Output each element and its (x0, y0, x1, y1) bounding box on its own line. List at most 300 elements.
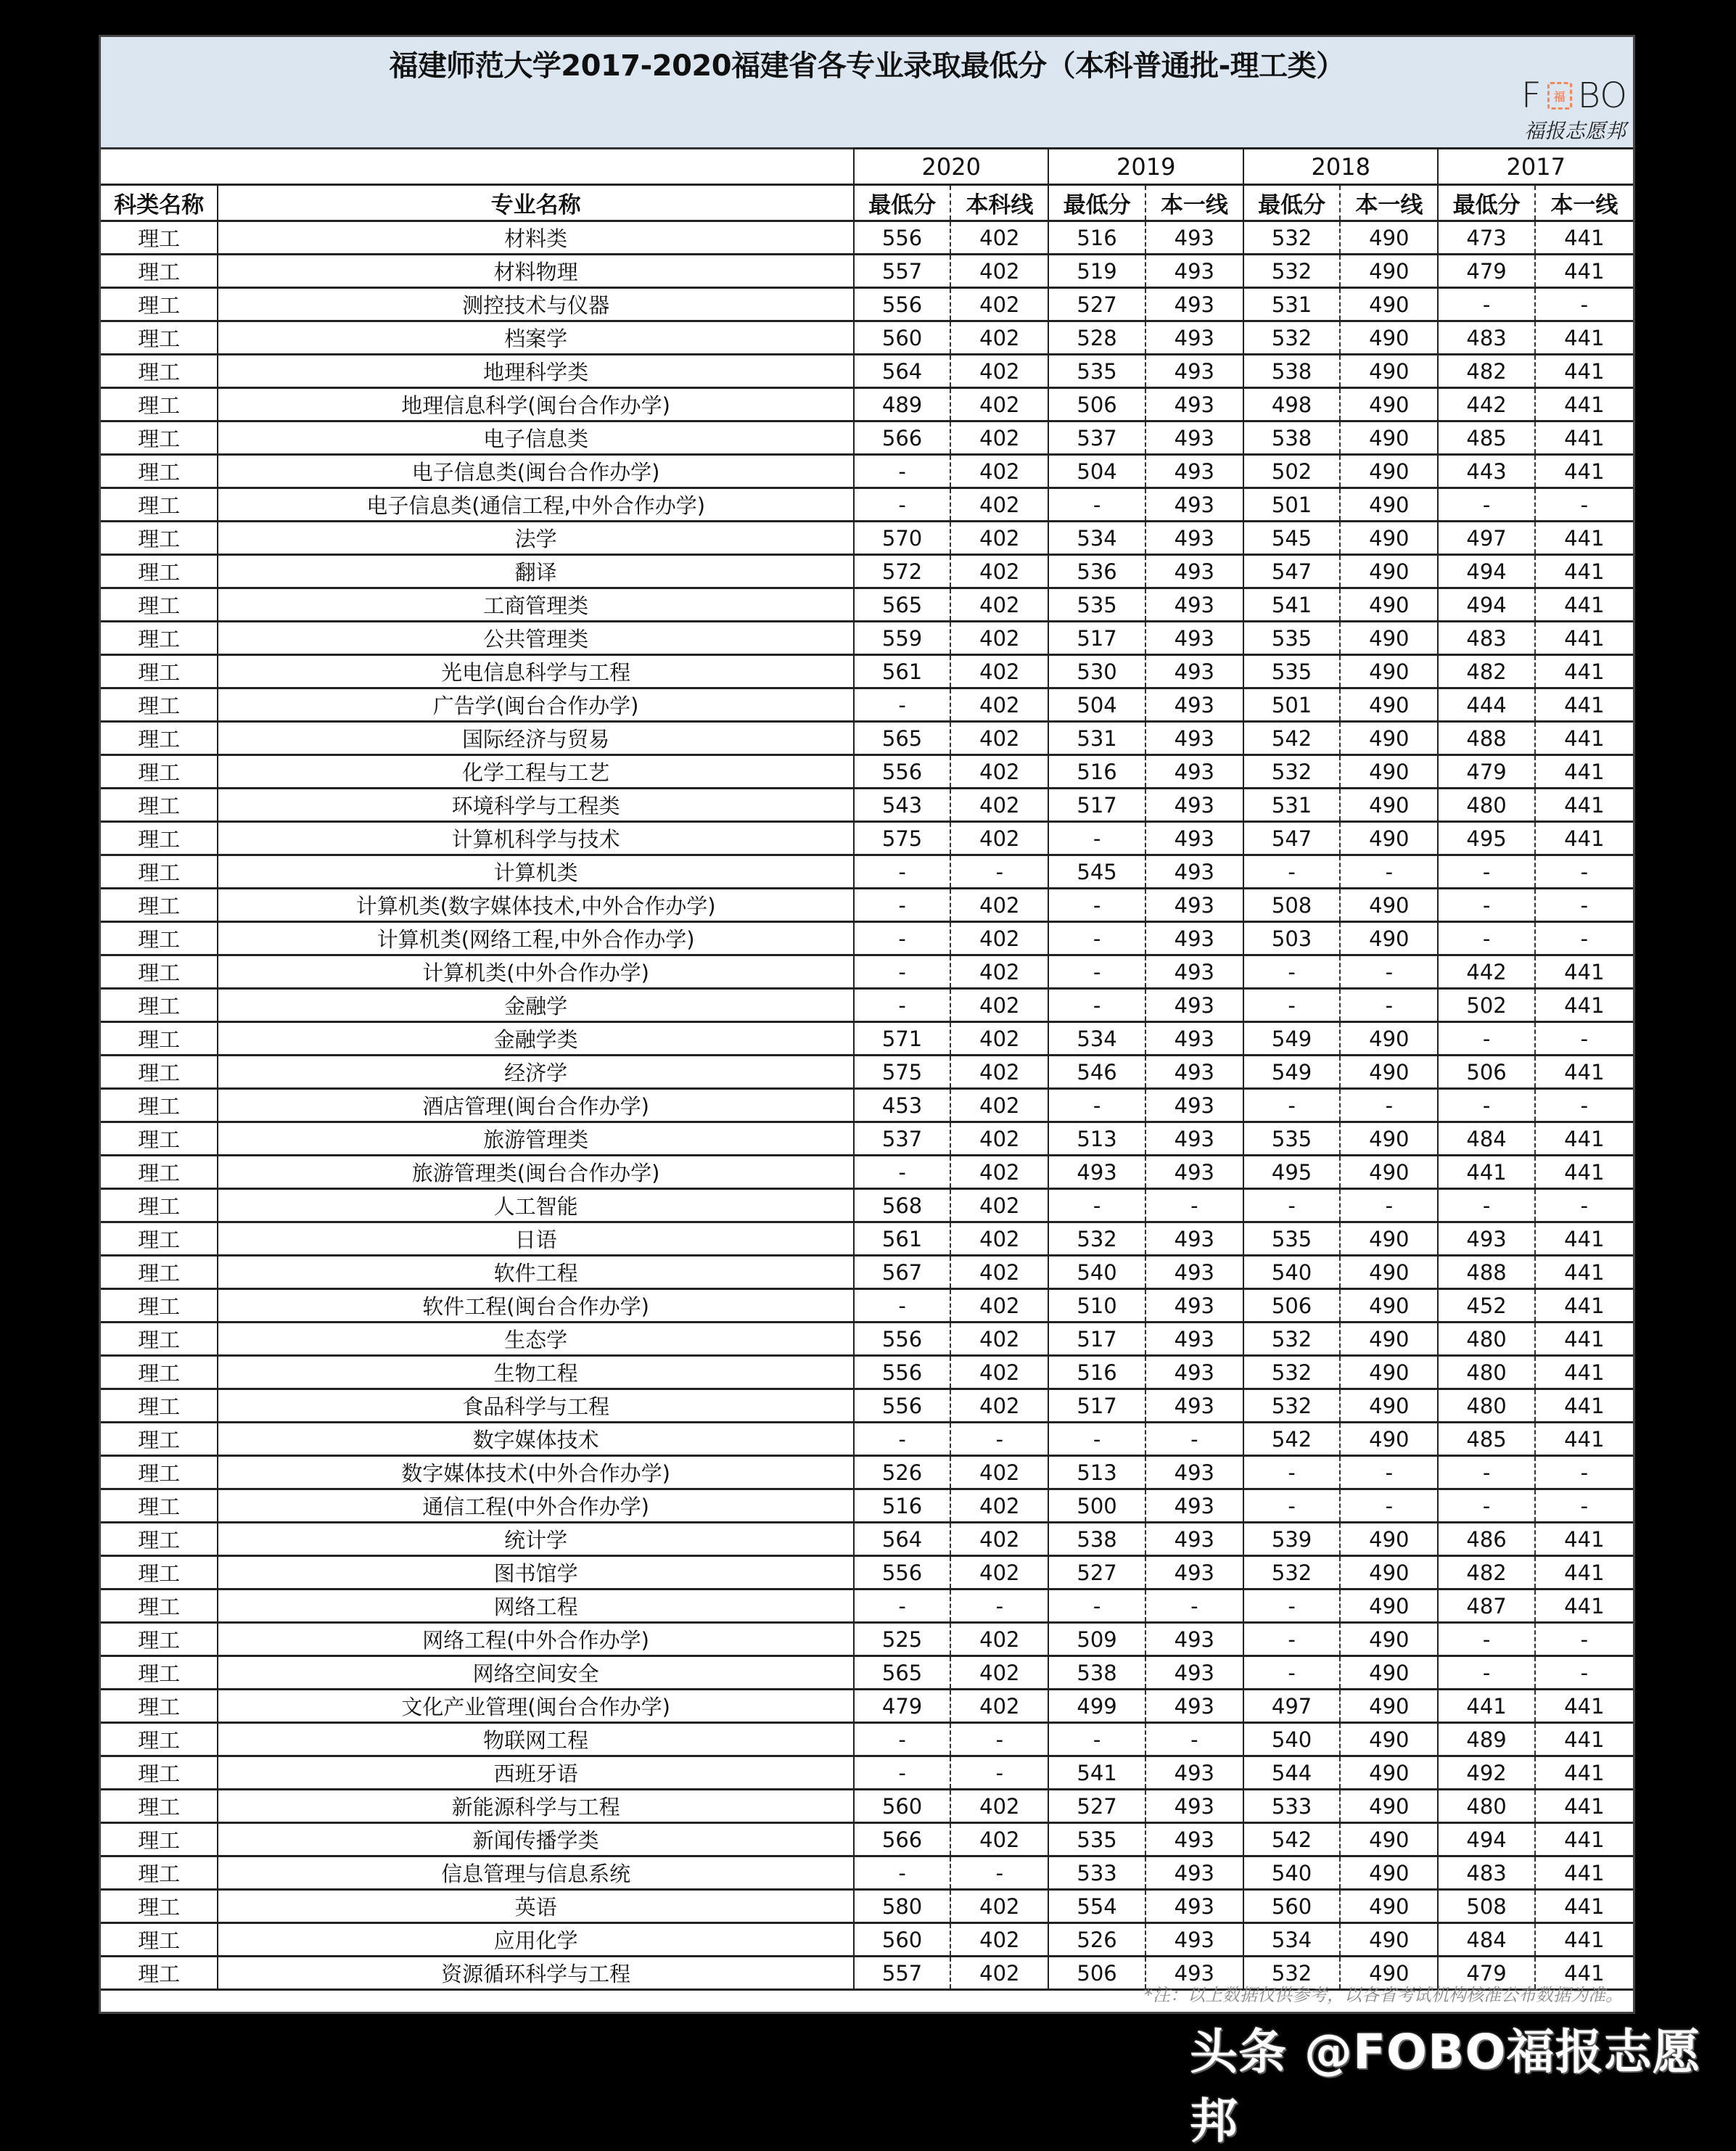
cell-2020-line: 402 (950, 789, 1048, 822)
cell-category: 理工 (101, 255, 218, 288)
cell-2018-line: 490 (1340, 1389, 1438, 1423)
cell-category: 理工 (101, 1923, 218, 1957)
cell-2018-line: - (1340, 1456, 1438, 1489)
cell-2019-min: 526 (1048, 1923, 1145, 1957)
cell-category: 理工 (101, 1623, 218, 1656)
cell-2018-line: 490 (1340, 355, 1438, 388)
cell-2019-min: - (1048, 989, 1145, 1022)
cell-2019-line: 493 (1145, 421, 1243, 455)
cell-2018-line: 490 (1340, 1056, 1438, 1089)
cell-2018-line: 490 (1340, 1589, 1438, 1623)
header-category: 科类名称 (101, 185, 218, 221)
cell-2019-line: 493 (1145, 822, 1243, 855)
cell-2017-min: 444 (1438, 688, 1534, 722)
cell-2020-line: - (950, 855, 1048, 889)
cell-2020-line: 402 (950, 221, 1048, 255)
cell-2020-min: 570 (854, 522, 950, 555)
cell-2019-min: 538 (1048, 1523, 1145, 1556)
cell-2019-line: 493 (1145, 1523, 1243, 1556)
cell-category: 理工 (101, 755, 218, 789)
cell-2019-line: 493 (1145, 1022, 1243, 1056)
cell-2017-min: 480 (1438, 1790, 1534, 1823)
cell-major-name: 金融学 (218, 989, 854, 1022)
cell-major-name: 材料物理 (218, 255, 854, 288)
cell-2017-min: 479 (1438, 755, 1534, 789)
cell-major-name: 数字媒体技术(中外合作办学) (218, 1456, 854, 1489)
cell-2019-min: 517 (1048, 1389, 1145, 1423)
cell-2018-min: 508 (1243, 889, 1340, 922)
table-row (101, 1456, 1633, 1489)
cell-2018-line: 490 (1340, 1856, 1438, 1890)
cell-2020-line: 402 (950, 321, 1048, 355)
cell-major-name: 广告学(闽台合作办学) (218, 688, 854, 722)
cell-2019-line: 493 (1145, 221, 1243, 255)
cell-major-name: 工商管理类 (218, 588, 854, 622)
cell-2018-line: - (1340, 855, 1438, 889)
cell-2019-min: 519 (1048, 255, 1145, 288)
cell-2019-line: 493 (1145, 1389, 1243, 1423)
cell-2019-line: 493 (1145, 1222, 1243, 1256)
cell-2018-line: 490 (1340, 822, 1438, 855)
cell-2020-min: 556 (854, 288, 950, 321)
cell-2018-min: - (1243, 855, 1340, 889)
cell-category: 理工 (101, 1656, 218, 1690)
cell-2020-min: - (854, 455, 950, 488)
admission-score-table (101, 147, 1633, 1991)
cell-2019-min: 510 (1048, 1289, 1145, 1323)
cell-2018-min: 540 (1243, 1723, 1340, 1756)
table-row (101, 1323, 1633, 1356)
cell-2018-min: 538 (1243, 355, 1340, 388)
table-row (101, 1022, 1633, 1056)
cell-2017-min: 442 (1438, 388, 1534, 421)
cell-2020-min: - (854, 1289, 950, 1323)
cell-category: 理工 (101, 555, 218, 588)
watermark: 头条 @FOBO福报志愿邦 (1190, 2024, 1701, 2149)
cell-category: 理工 (101, 1589, 218, 1623)
cell-2020-min: 557 (854, 255, 950, 288)
cell-2019-min: - (1048, 1089, 1145, 1122)
cell-2020-line: 402 (950, 588, 1048, 622)
cell-category: 理工 (101, 1222, 218, 1256)
cell-2019-min: - (1048, 922, 1145, 955)
cell-2020-line: 402 (950, 522, 1048, 555)
cell-2019-line: 493 (1145, 1256, 1243, 1289)
cell-2017-min: 482 (1438, 355, 1534, 388)
cell-2019-line: 493 (1145, 388, 1243, 421)
cell-major-name: 公共管理类 (218, 622, 854, 655)
cell-category: 理工 (101, 588, 218, 622)
cell-2017-min: 494 (1438, 1823, 1534, 1856)
cell-2017-line: 441 (1535, 1289, 1633, 1323)
cell-2018-min: - (1243, 1089, 1340, 1122)
cell-2017-line: 441 (1535, 1823, 1633, 1856)
table-row (101, 221, 1633, 255)
cell-major-name: 地理科学类 (218, 355, 854, 388)
cell-2020-min: 568 (854, 1189, 950, 1222)
cell-2018-line: 490 (1340, 221, 1438, 255)
table-row (101, 455, 1633, 488)
cell-2020-line: 402 (950, 355, 1048, 388)
cell-2017-min: 497 (1438, 522, 1534, 555)
cell-2020-line: 402 (950, 1256, 1048, 1289)
table-row (101, 955, 1633, 989)
cell-2020-min: 575 (854, 1056, 950, 1089)
cell-2017-min: 485 (1438, 1423, 1534, 1456)
cell-major-name: 数字媒体技术 (218, 1423, 854, 1456)
cell-2017-min: - (1438, 1089, 1534, 1122)
cell-major-name: 生物工程 (218, 1356, 854, 1389)
cell-2017-line: 441 (1535, 522, 1633, 555)
cell-major-name: 旅游管理类 (218, 1122, 854, 1156)
cell-2017-min: 482 (1438, 1556, 1534, 1589)
cell-2017-line: - (1535, 488, 1633, 522)
cell-2019-line: 493 (1145, 288, 1243, 321)
fobo-badge-icon: 福 (1547, 82, 1572, 110)
cell-2019-min: 535 (1048, 588, 1145, 622)
cell-major-name: 化学工程与工艺 (218, 755, 854, 789)
table-row (101, 1256, 1633, 1289)
cell-2019-line: 493 (1145, 955, 1243, 989)
cell-major-name: 网络工程(中外合作办学) (218, 1623, 854, 1656)
cell-2020-min: 556 (854, 1323, 950, 1356)
cell-2019-line: 493 (1145, 1289, 1243, 1323)
table-row (101, 1823, 1633, 1856)
cell-2019-line: 493 (1145, 1790, 1243, 1823)
table-row (101, 588, 1633, 622)
table-row (101, 789, 1633, 822)
cell-2018-line: 490 (1340, 1022, 1438, 1056)
cell-2017-line: - (1535, 1623, 1633, 1656)
cell-2018-line: - (1340, 989, 1438, 1022)
cell-2020-line: 402 (950, 1122, 1048, 1156)
cell-2020-min: - (854, 1589, 950, 1623)
cell-major-name: 计算机类(网络工程,中外合作办学) (218, 922, 854, 955)
cell-2019-line: 493 (1145, 1056, 1243, 1089)
cell-2017-line: 441 (1535, 1890, 1633, 1923)
cell-2020-min: 564 (854, 1523, 950, 1556)
cell-2018-min: 534 (1243, 1923, 1340, 1957)
cell-major-name: 新能源科学与工程 (218, 1790, 854, 1823)
cell-2018-line: 490 (1340, 255, 1438, 288)
year-row-blank (101, 149, 854, 185)
cell-2017-min: - (1438, 1489, 1534, 1523)
cell-2018-line: 490 (1340, 388, 1438, 421)
cell-2018-line: 490 (1340, 1423, 1438, 1456)
cell-major-name: 电子信息类 (218, 421, 854, 455)
cell-2020-line: 402 (950, 1356, 1048, 1389)
cell-2019-line: 493 (1145, 1556, 1243, 1589)
cell-2018-min: 540 (1243, 1856, 1340, 1890)
cell-2019-min: 528 (1048, 321, 1145, 355)
cell-2019-min: 517 (1048, 622, 1145, 655)
cell-2018-min: 532 (1243, 1356, 1340, 1389)
cell-2019-line: 493 (1145, 622, 1243, 655)
cell-2018-line: 490 (1340, 1289, 1438, 1323)
cell-2017-line: - (1535, 1022, 1633, 1056)
cell-2017-line: 441 (1535, 1690, 1633, 1723)
cell-2019-line: 493 (1145, 555, 1243, 588)
cell-major-name: 电子信息类(通信工程,中外合作办学) (218, 488, 854, 522)
cell-2020-line: 402 (950, 555, 1048, 588)
cell-category: 理工 (101, 1823, 218, 1856)
table-row (101, 1189, 1633, 1222)
cell-2019-line: 493 (1145, 1823, 1243, 1856)
cell-category: 理工 (101, 421, 218, 455)
cell-2017-min: 508 (1438, 1890, 1534, 1923)
cell-2019-min: 527 (1048, 288, 1145, 321)
table-row (101, 1923, 1633, 1957)
cell-category: 理工 (101, 355, 218, 388)
cell-2018-min: - (1243, 955, 1340, 989)
cell-major-name: 文化产业管理(闽台合作办学) (218, 1690, 854, 1723)
cell-2019-min: 538 (1048, 1656, 1145, 1690)
table-row (101, 1056, 1633, 1089)
cell-2020-min: 566 (854, 1823, 950, 1856)
cell-2017-line: 441 (1535, 1423, 1633, 1456)
cell-2018-min: 495 (1243, 1156, 1340, 1189)
cell-major-name: 档案学 (218, 321, 854, 355)
cell-2017-line: - (1535, 1456, 1633, 1489)
cell-2018-min: 542 (1243, 722, 1340, 755)
cell-2018-min: 535 (1243, 1222, 1340, 1256)
cell-2019-min: 500 (1048, 1489, 1145, 1523)
cell-2019-line: 493 (1145, 1089, 1243, 1122)
cell-2017-line: - (1535, 288, 1633, 321)
table-row (101, 1489, 1633, 1523)
cell-2018-min: 532 (1243, 1957, 1340, 1990)
cell-major-name: 通信工程(中外合作办学) (218, 1489, 854, 1523)
cell-2019-min: 537 (1048, 421, 1145, 455)
cell-2020-min: 557 (854, 1957, 950, 1990)
cell-2020-line: 402 (950, 889, 1048, 922)
cell-2017-line: 441 (1535, 1856, 1633, 1890)
cell-2020-line: 402 (950, 1957, 1048, 1990)
cell-2018-line: 490 (1340, 588, 1438, 622)
cell-category: 理工 (101, 1523, 218, 1556)
cell-major-name: 测控技术与仪器 (218, 288, 854, 321)
cell-2017-line: - (1535, 1089, 1633, 1122)
cell-2020-min: - (854, 1856, 950, 1890)
header-2020-min: 最低分 (854, 185, 950, 221)
cell-2018-line: 490 (1340, 1356, 1438, 1389)
page-title: 福建师范大学2017-2020福建省各专业录取最低分（本科普通批-理工类） (389, 49, 1345, 83)
cell-2017-min: 441 (1438, 1690, 1534, 1723)
table-row (101, 755, 1633, 789)
cell-2020-min: 560 (854, 321, 950, 355)
cell-2019-min: 509 (1048, 1623, 1145, 1656)
cell-2018-min: 535 (1243, 622, 1340, 655)
table-row (101, 1890, 1633, 1923)
table-row (101, 255, 1633, 288)
cell-2019-min: 536 (1048, 555, 1145, 588)
cell-2017-line: 441 (1535, 1222, 1633, 1256)
table-row (101, 922, 1633, 955)
cell-2017-line: 441 (1535, 722, 1633, 755)
cell-2020-line: 402 (950, 1823, 1048, 1856)
cell-category: 理工 (101, 855, 218, 889)
cell-2018-min: 531 (1243, 288, 1340, 321)
cell-major-name: 计算机类(数字媒体技术,中外合作办学) (218, 889, 854, 922)
cell-2020-line: 402 (950, 655, 1048, 688)
cell-major-name: 环境科学与工程类 (218, 789, 854, 822)
table-row (101, 655, 1633, 688)
cell-2017-line: 441 (1535, 1389, 1633, 1423)
cell-2017-min: 492 (1438, 1756, 1534, 1790)
cell-2020-min: - (854, 488, 950, 522)
cell-2019-line: 493 (1145, 1356, 1243, 1389)
cell-2019-min: 513 (1048, 1122, 1145, 1156)
cell-2017-min: 479 (1438, 1957, 1534, 1990)
cell-2020-line: 402 (950, 1222, 1048, 1256)
cell-2017-min: 480 (1438, 1323, 1534, 1356)
cell-2020-line: 402 (950, 288, 1048, 321)
cell-2020-line: 402 (950, 1456, 1048, 1489)
cell-2017-line: 441 (1535, 755, 1633, 789)
cell-2018-min: 547 (1243, 822, 1340, 855)
cell-major-name: 法学 (218, 522, 854, 555)
cell-2019-min: - (1048, 822, 1145, 855)
cell-2019-min: 535 (1048, 1823, 1145, 1856)
cell-2020-min: 543 (854, 789, 950, 822)
cell-2019-line: 493 (1145, 722, 1243, 755)
cell-major-name: 网络空间安全 (218, 1656, 854, 1690)
cell-category: 理工 (101, 1890, 218, 1923)
fobo-logo (1498, 75, 1629, 143)
cell-2018-min: 549 (1243, 1056, 1340, 1089)
cell-2020-min: 559 (854, 622, 950, 655)
cell-2018-line: 490 (1340, 1823, 1438, 1856)
cell-2020-line: 402 (950, 755, 1048, 789)
cell-2018-line: 490 (1340, 522, 1438, 555)
cell-2020-line: 402 (950, 722, 1048, 755)
cell-2018-line: 490 (1340, 555, 1438, 588)
table-row (101, 1423, 1633, 1456)
table-row (101, 1289, 1633, 1323)
table-row (101, 1122, 1633, 1156)
cell-2020-line: - (950, 1723, 1048, 1756)
cell-category: 理工 (101, 622, 218, 655)
cell-2019-line: 493 (1145, 922, 1243, 955)
cell-2017-min: 479 (1438, 255, 1534, 288)
cell-2017-min: 494 (1438, 555, 1534, 588)
cell-2017-line: - (1535, 1189, 1633, 1222)
cell-2018-line: 490 (1340, 722, 1438, 755)
cell-2018-min: - (1243, 1656, 1340, 1690)
header-2019-min: 最低分 (1048, 185, 1145, 221)
cell-2017-min: 442 (1438, 955, 1534, 989)
cell-2019-min: 506 (1048, 388, 1145, 421)
header-2019-line: 本一线 (1145, 185, 1243, 221)
cell-2017-line: - (1535, 1489, 1633, 1523)
cell-major-name: 金融学类 (218, 1022, 854, 1056)
cell-2017-min: 489 (1438, 1723, 1534, 1756)
cell-2018-line: 490 (1340, 789, 1438, 822)
cell-2019-line: 493 (1145, 1957, 1243, 1990)
cell-2018-line: 490 (1340, 455, 1438, 488)
cell-2018-min: 532 (1243, 1323, 1340, 1356)
table-row (101, 622, 1633, 655)
cell-2017-min: 480 (1438, 1356, 1534, 1389)
cell-2017-min: 483 (1438, 321, 1534, 355)
cell-2020-min: 537 (854, 1122, 950, 1156)
cell-major-name: 物联网工程 (218, 1723, 854, 1756)
cell-2019-line: 493 (1145, 655, 1243, 688)
cell-major-name: 计算机科学与技术 (218, 822, 854, 855)
cell-category: 理工 (101, 1356, 218, 1389)
cell-2017-line: 441 (1535, 555, 1633, 588)
cell-2020-line: - (950, 1756, 1048, 1790)
cell-2020-line: 402 (950, 1189, 1048, 1222)
cell-category: 理工 (101, 1957, 218, 1990)
cell-2018-line: 490 (1340, 1556, 1438, 1589)
cell-2019-min: 540 (1048, 1256, 1145, 1289)
cell-2018-line: 490 (1340, 1756, 1438, 1790)
cell-major-name: 计算机类 (218, 855, 854, 889)
cell-2020-min: 565 (854, 1656, 950, 1690)
table-row (101, 855, 1633, 889)
year-header-row (101, 149, 1633, 185)
cell-2018-line: 490 (1340, 922, 1438, 955)
cell-2020-min: 556 (854, 1556, 950, 1589)
cell-2018-min: 560 (1243, 1890, 1340, 1923)
cell-2020-min: - (854, 855, 950, 889)
cell-2017-min: 486 (1438, 1523, 1534, 1556)
cell-2019-line: 493 (1145, 789, 1243, 822)
cell-category: 理工 (101, 1489, 218, 1523)
cell-2020-line: 402 (950, 1489, 1048, 1523)
cell-2017-line: 441 (1535, 1589, 1633, 1623)
cell-2019-min: 499 (1048, 1690, 1145, 1723)
cell-2019-min: 532 (1048, 1222, 1145, 1256)
table-row (101, 421, 1633, 455)
cell-2017-line: 441 (1535, 955, 1633, 989)
cell-2017-line: 441 (1535, 421, 1633, 455)
title-banner (101, 37, 1633, 149)
cell-category: 理工 (101, 1022, 218, 1056)
cell-2017-line: 441 (1535, 1790, 1633, 1823)
cell-2019-line: 493 (1145, 522, 1243, 555)
logo-letter-f: F (1521, 75, 1542, 116)
cell-2019-min: - (1048, 1423, 1145, 1456)
cell-2020-line: 402 (950, 1389, 1048, 1423)
cell-major-name: 光电信息科学与工程 (218, 655, 854, 688)
cell-2020-line: 402 (950, 1923, 1048, 1957)
cell-2018-min: 506 (1243, 1289, 1340, 1323)
cell-2018-line: 490 (1340, 889, 1438, 922)
cell-2020-line: 402 (950, 688, 1048, 722)
table-row (101, 1523, 1633, 1556)
cell-2017-line: 441 (1535, 255, 1633, 288)
cell-2020-min: 525 (854, 1623, 950, 1656)
cell-major-name: 资源循环科学与工程 (218, 1957, 854, 1990)
cell-major-name: 电子信息类(闽台合作办学) (218, 455, 854, 488)
cell-2019-line: 493 (1145, 1690, 1243, 1723)
cell-2019-min: 535 (1048, 355, 1145, 388)
cell-2019-line: 493 (1145, 1756, 1243, 1790)
cell-2018-min: 541 (1243, 588, 1340, 622)
cell-2020-line: 402 (950, 1890, 1048, 1923)
cell-2017-min: 502 (1438, 989, 1534, 1022)
cell-category: 理工 (101, 1389, 218, 1423)
cell-2018-line: 490 (1340, 288, 1438, 321)
cell-2017-min: 483 (1438, 1856, 1534, 1890)
cell-2019-min: 541 (1048, 1756, 1145, 1790)
cell-2018-min: - (1243, 1589, 1340, 1623)
cell-2019-min: 517 (1048, 1323, 1145, 1356)
cell-2017-line: 441 (1535, 355, 1633, 388)
cell-2017-min: 495 (1438, 822, 1534, 855)
